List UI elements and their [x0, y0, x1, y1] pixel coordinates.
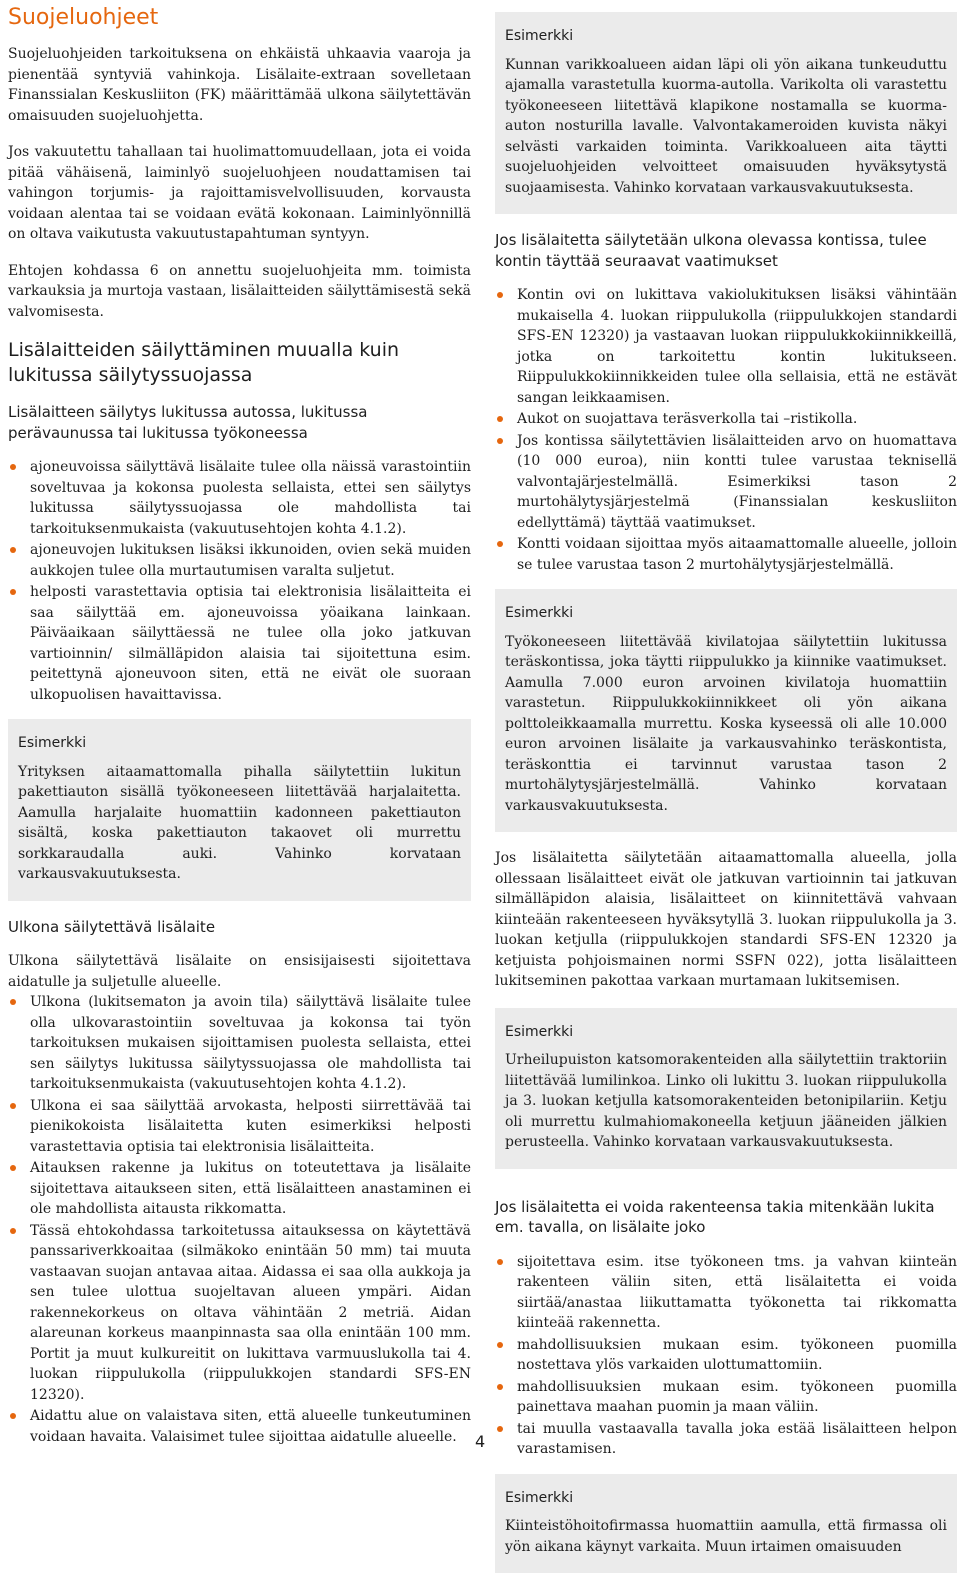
example-text: Työkoneeseen liitettävää kivilatojaa säilytettiin lukitussa teräskontissa, joka täytti riippulukko ja kiinnike vaatimukset. Aamulla 7.000 euron arvoinen kivilatoja huomattiin varastetun. Riippulukkokiinnikkeet oli yön aikana polttoleikkaamalla murrettu. Koska kyseessä oli alle 10.000 euron arvoinen lisälaite ja varkausvahinko teräskontista, teräskonttia ei tarvinnut varustaa tason 2 murtohälytysjärjestelmällä. Vahinko korvataan varkausvakuutuksesta.	[505, 633, 947, 814]
list-item: mahdollisuuksien mukaan esim. työkoneen puomilla nostettava ylös varkaiden ulottumattomiin.	[495, 1335, 957, 1376]
example-text: Kiinteistöhoitofirmassa huomattiin aamulla, että firmassa oli yön aikana käynyt varkaita. Muun irtaimen omaisuuden	[505, 1518, 947, 1555]
list-item: mahdollisuuksien mukaan esim. työkoneen puomilla painettava maahan puomin ja maan väliin.	[495, 1377, 957, 1418]
list-item: sijoitettava esim. itse työkoneen tms. ja vahvan kiinteän rakenteen väliin siten, että lisälaitetta ei voida siirtää/anastaa liikuttamatta työkonetta tai rikkomatta kiinteää rakennetta.	[495, 1252, 957, 1334]
list-item: helposti varastettavia optisia tai elektronisia lisälaitteita ei saa säilyttää em. ajoneuvoissa yöaikana lainkaan. Päiväaikaan säilyttäessä ne tulee olla joko jatkuvan vartioinnin/ silmälläpidon alaisia tai sijoitettuna esim. peitettynä ajoneuvoon siten, että ne eivät ole suoraan ulkopuolisen havaittavissa.	[8, 582, 471, 705]
outdoor-intro: Ulkona säilytettävä lisälaite on ensisijaisesti sijoitettava aidatulle ja suljetulle alueelle.	[8, 953, 471, 990]
car-storage-subheading: Lisälaitteen säilytys lukitussa autossa, lukitussa perävaunussa tai lukitussa työkoneessa	[8, 403, 368, 442]
example-title: Esimerkki	[505, 28, 574, 44]
outdoor-subheading: Ulkona säilytettävä lisälaite	[8, 917, 216, 936]
list-item: Ulkona ei saa säilyttää arvokasta, helposti siirrettävää tai pienikokoista lisälaitetta kuten esimerkiksi helposti varastettavia optisia tai elektronisia lisälaitteita.	[8, 1096, 471, 1158]
example-box	[495, 1008, 957, 1169]
list-item: Aukot on suojattava teräsverkolla tai –ristikolla.	[495, 409, 957, 430]
list-item: Tässä ehtokohdassa tarkoitetussa aitauksessa on käytettävä panssariverkkoaitaa (silmäkoko enintään 50 mm) tai muuta vastaavan suojan antavaa aitaa. Aidassa ei saa olla aukkoja ja sen tulee ulottua suojeltavan alueen ympäri. Aidan rakennekorkeus on oltava vähintään 2 metriä. Aidan alareunan korkeus maanpinnasta saa olla enintään 100 mm. Portit ja muut kulkureitit on lukittava varmuuslukolla tai 4. luokan riippulukolla (riippulukkojen standardi SFS-EN 12320).	[8, 1221, 471, 1406]
example-box	[495, 589, 957, 832]
no-lock-heading: Jos lisälaitetta ei voida rakenteensa takia mitenkään lukita em. tavalla, on lisälaite joko	[495, 1197, 935, 1236]
fenced-area-paragraph: Jos lisälaitetta säilytetään aitaamattomalla alueella, jolla ollessaan lisälaitteet eivät ole jatkuvan vartioinnin tai jatkuvan silmälläpidon alaisia, lisälaitteet on kiinnitettävä vahvaan kiinteään rakenteeseen hyväksytyllä 3. luokan riippulukolla ja 3. luokan ketjulla (riippulukkojen standardi SFS-EN 12320 ja ketjuista pohjoismainen normi SSFN 022), jotta lisälaitteen lukitseminen pakottaa varkaan murtamaan lukitsemisen.	[495, 850, 957, 989]
example-text: Kunnan varikkoalueen aidan läpi oli yön aikana tunkeuduttu ajamalla varastetulla kuorma-autolla. Varikolta oli varastettu työkoneeseen liitettävä klapikone nostamalla se kuorma-auton nosturilla lavalle. Valvontakameroiden kuvista näkyi selvästi varkaiden toiminta. Varikkoalueen aita täytti suojeluohjeiden velvoitteet omaisuuden hyväksytystä suojaamisesta. Vahinko korvataan varkausvakuutuksesta.	[505, 56, 947, 196]
intro-paragraph: Suojeluohjeiden tarkoituksena on ehkäistä uhkaavia vaaroja ja pienentää syntyviä vahinkoja. Lisälaite-extraan sovelletaan Finanssialan Keskusliiton (FK) määrittämää ulkona säilytettävän omaisuuden suojeluohjetta.	[8, 46, 471, 124]
list-item: Aidattu alue on valaistava siten, että alueelle tunkeutuminen voidaan havaita. Valaisimet tulee sijoittaa aidatulle alueelle.	[8, 1406, 471, 1447]
no-lock-list	[495, 1252, 957, 1460]
list-item: tai muulla vastaavalla tavalla joka estää lisälaitteen helpon varastamisen.	[495, 1419, 957, 1460]
page-title: Suojeluohjeet	[8, 5, 159, 30]
left-column	[8, 0, 471, 1461]
list-item: Aitauksen rakenne ja lukitus on toteutettava ja lisälaite sijoitettava aitaukseen siten, että lisälaitteen anastaminen ei ole mahdollista aitausta rikkomatta.	[8, 1158, 471, 1220]
list-item: ajoneuvojen lukituksen lisäksi ikkunoiden, ovien sekä muiden aukkojen tulee olla murtautumisen varalta suljetut.	[8, 540, 471, 581]
list-item: Jos kontissa säilytettävien lisälaitteiden arvo on huomattava (10 000 euroa), niin kontti tulee varustaa teknisellä valvontajärjestelmällä. Esimerkiksi tason 2 murtohälytysjärjestelmä (Finanssialan keskusliiton edellyttämä) täyttää vaatimukset.	[495, 431, 957, 534]
list-item: Ulkona (lukitsematon ja avoin tila) säilyttävä lisälaite tulee olla ulkovarastointiin soveltuvaa ja kokonsa tai työn tarkoituksen mukaisen sijoittamisen puolesta sellaista, ettei sen säilytys lukitussa säilytyssuojassa ole mahdollista tai tarkoituksenmukaista (vakuutusehtojen kohta 4.1.2).	[8, 992, 471, 1095]
example-box	[495, 12, 957, 214]
example-box	[495, 1474, 957, 1574]
example-text: Yrityksen aitaamattomalla pihalla säilytettiin lukitun pakettiauton sisällä työkoneeseen liitettävää harjalaitetta. Aamulla harjalaite huomattiin kadonneen pakettiauton sisältä, koska pakettiauton takaovet oli murrettu sorkkaraudalla auki. Vahinko korvataan varkausvakuutuksesta.	[18, 763, 461, 882]
example-title: Esimerkki	[505, 1489, 574, 1506]
outdoor-list	[8, 992, 471, 1447]
list-item: Kontin ovi on lukittava vakiolukituksen lisäksi vähintään mukaisella 4. luokan riippulukolla (riippulukkojen standardi SFS-EN 12320) ja vastaavan luokan riippulukkokiinnikkeillä, jotka on tarkoitettu kontin lukitukseen. Riippulukkokiinnikkeiden tulee olla sellaisia, että ne estävät sangan leikkaamisen.	[495, 285, 957, 408]
right-column	[495, 0, 957, 1589]
example-title: Esimerkki	[505, 1023, 574, 1040]
list-item: Kontti voidaan sijoittaa myös aitaamattomalle alueelle, jolloin se tulee varustaa tason 2 murtohälytysjärjestelmällä.	[495, 534, 957, 575]
container-heading: Jos lisälaitetta säilytetään ulkona olevassa kontissa, tulee kontin täyttää seuraavat vaatimukset	[495, 231, 927, 270]
terms-paragraph: Ehtojen kohdassa 6 on annettu suojeluohjeita mm. toimista varkauksia ja murtoja vastaan, lisälaitteiden säilyttämisestä sekä valvomisesta.	[8, 262, 471, 320]
list-item: ajoneuvoissa säilyttävä lisälaite tulee olla näissä varastointiin soveltuvaa ja kokonsa puolesta sellaista, ettei sen säilytys lukitussa säilytyssuojassa ole mahdollista tai tarkoituksenmukaista (vakuutusehtojen kohta 4.1.2).	[8, 457, 471, 539]
example-text: Urheilupuiston katsomorakenteiden alla säilytettiin traktoriin liitettävää lumilinkoa. Linko oli lukittu 3. luokan riippulukolla ja 3. luokan ketjulla katsomorakenteiden betonipilariin. Ketju oli murrettu kulmahiomakoneella ketjuun jääneiden jälkien perusteella. Vahinko korvataan varkausvakuutuksesta.	[505, 1052, 947, 1150]
example-title: Esimerkki	[505, 605, 574, 621]
page-number: 4	[475, 1432, 486, 1451]
car-storage-list	[8, 457, 471, 705]
example-title: Esimerkki	[18, 735, 87, 751]
storage-heading: Lisälaitteiden säilyttäminen muualla kuin lukitussa säilytyssuojassa	[8, 339, 400, 386]
negligence-paragraph: Jos vakuutettu tahallaan tai huolimattomuudellaan, jota ei voida pitää vähäisenä, laiminlyö suojeluohjeen noudattamisen tai vahingon torjumis- ja rajoittamisvelvollisuuden, korvausta voidaan alentaa tai se voidaan evätä kokonaan. Laiminlyönnillä on oltava vaikutusta vakuutustapahtuman syntyyn.	[8, 144, 471, 242]
container-list	[495, 285, 957, 575]
example-box	[8, 719, 471, 901]
